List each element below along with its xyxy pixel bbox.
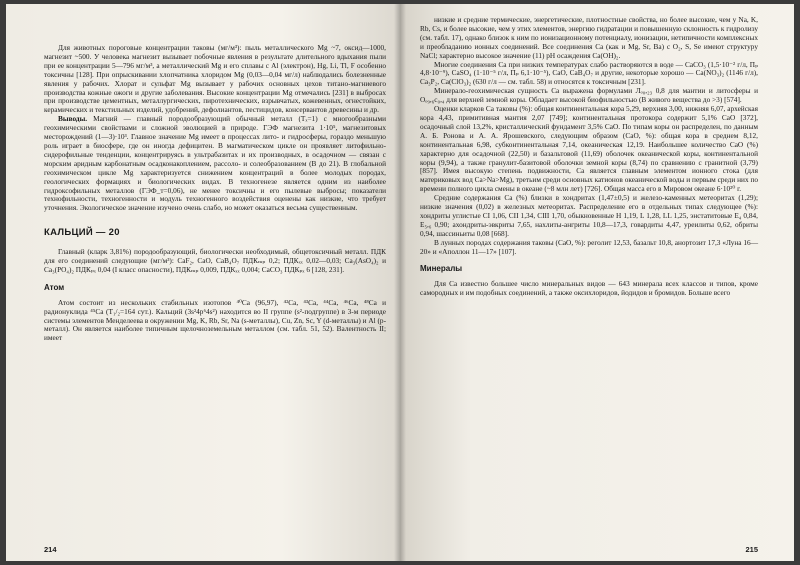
paragraph-solubility: Многие соединения Ca при низких температурах слабо растворяются в воде — CaCO₃ (1,5·10⁻² г/л, Пₚ 4,8·10⁻⁹), CaSO₄ (1·10⁻⁵ г/л, Пₚ 6,1·10⁻⁵), CaO, CaB₄O₇ и другие, некоторые хорошо — Ca(NO₃)₂ (1146 г/л), Ca₃P₂, Ca(ClO₃)₂ (630 г/л — см. табл. 58) и относятся к токсичным [231].: [420, 59, 758, 87]
conclusions-lead: Выводы.: [58, 114, 88, 124]
left-page: [6, 4, 400, 561]
paragraph-conclusions: [44, 115, 386, 213]
right-page: [400, 4, 794, 561]
paragraph-minerals: Для Ca известно большее число минеральных видов — 643 минерала всех классов и типов, кроме самородных и им подобных соединений, а также оксихлоридов, йодидов и бромидов. Больше всего: [420, 279, 758, 298]
page-number-left: 214: [44, 545, 57, 555]
page-number-right: 215: [745, 545, 758, 555]
book-spread: [6, 4, 794, 561]
paragraph-meteorites: Средние содержания Ca (%) близки в хондритах (1,47±0,5) и железо-каменных метеоритах (1,29); низкие значения (0,02) в железных метеоритах. Распределение его в отдельных типах следующее (%): хондриты углистые CI 1,06, CII 1,34, CIII 1,70, обыкновенные H 1,19, L 1,28, LL 1,25, энстатитовые E₄ 0,84, E₅,₆ 0,90; ахондриты-эвкриты 7,65, нахлиты-ангриты 10,8—17,3, говардиты 4,47, уреилиты 0,62, обриты 0,94, шассиньиты 0,08 [668].: [420, 193, 758, 238]
section-title-atom: Атом: [44, 282, 65, 292]
section-title-minerals: Минералы: [420, 264, 463, 274]
chapter-title: КАЛЬЦИЙ — 20: [44, 227, 120, 239]
paragraph-properties: низкие и средние термические, энергетические, плотностные свойства, но более высокие, чем у Na, K, Rb, Cs, и более высокие, чем у этих элементов, энергию гидратации и повышенную склонность к гидролизу (см. табл. 17), однако близок к ним по ионизационному потенциалу, ионизации, нетипичности комплексных и преобладанию ионных соединений. Все соединения Ca (как и Mg, Sr, Ba) с O₂, S, Se имеют структуру NaCl; характерно высокое значение (11) pH осаждения Ca(OH)₂.: [420, 15, 758, 60]
conclusions-text: Магний — главный породообразующий обычный металл (Tₓ=1) с многообразными геохимическими свойствами и сложной эволюцией в природе. ГЭФ магнезита 1·10⁵, магнезитовых месторождений (1—3)·10³. Главное значение Mg имеет в процессах лито- и гидросферы, гораздо меньшую роль играет в биосфере, где он иногда дефицитен. В магматическом цикле он проявляет литофильно-сидерофильные тенденции, концентрируясь в ультрабазитах и их производных, в осадочном — связан с морским аридным карбонатным осадконакоплением, рассоло- и солеобразованием (В до 21). В глобальной геохимическом цикле Mg характеризуется снижением концентраций в более молодых породах, геологических формациях и биологических видах. В техногенезе является одним из наиболее гидроксофильных металлов (ГЭФ_т=0,06), не менее токсичны и его пылевые выбросы; показатели технофильности, техногенности и модуль техногенного воздействия оценены как низкие, что требует уточнения. Экологическое значение изучено очень слабо, но может оказаться весьма существенным.: [44, 114, 386, 213]
paragraph-chapter-intro: Главный (кларк 3,81%) породообразующий, биологически необходимый, общетоксичный металл. ПДК для его соединений следующие (мг/м³): CaF₂, CaO, CaB₄O₇ ПДКₘₚ 0,2; ПДКₓₓ 0,02—0,03; Ca₃(AsO₄)₂ и Ca₃(PO₄)₂ ПДКₚₓ 0,04 (I класс опасности), ПДКₘₚ 0,009, ПДКₓₓ 0,004; CaCO₃ ПДКₚₓ 6 [128, 231].: [44, 247, 386, 274]
paragraph-clarke: Оценки кларков Ca таковы (%): общая континентальная кора 5,29, верхняя 3,00, нижняя 6,07, архейская кора 4,43, примитивная мантия 2,07 [749]; континентальная протокора содержит 5,1% CaO [372], осадочный слой 13,2%, кристаллический фундамент 3,5% CaO. По типам коры он распределен, по данным А. Б. Ронова и А. А. Ярошевского, следующим образом (CaO, %): общая кора в среднем 8,12, континентальная 6,98, субконтинентальная 7,14, океаническая 12,19. Наибольшее количество CaO (%) характерно для осадочной (22,50) и базальтовой (11,69) оболочек океанической коры, континентальной коры (9,94), а также гранулит-базитовой оболочки земной коры (8,74) по сравнению с гранитной (3,79) [857]. Имея высокую степень подвижности, Ca является главным элементом ионного стока (для материковых вод Ca>Na>Mg), третьим среди основных катионов океанической воды и первым среди них по времени полного цикла смены в океане (~8 млн лет) [726]. Общая масса его в Мировом океане 6·10²⁰ г.: [420, 104, 758, 194]
paragraph-toxicity: Для животных пороговые концентрации таковы (мг/м³): пыль металлического Mg ~7, оксид—1000, магнезит ~500. У человека магнезит вызывает побочные явления в результате длительного вдыхания пыли при ее концентрации 5—796 мг/м³, а металлический Mg и его сплавы с Al (электрон), Hg, Li, Tl, F особенно токсичны [128]. При опрыскивании хлопчатника хлоридом Mg (0,03—0,04 мг/л) наблюдались болезненные явления у рабочих. Хлорат и сульфат Mg вызывает у рабочих основных цехов титано-магниевого производства кожные ожоги и другие заболевания. Высокие концентрации Mg отмечались [231] в выбросах при производстве цементных, металлургических, пиротехнических, взрывчатых, кожевенных, огнестойких, керамических и текстильных изделий, удобрений, дефолиантов, пестицидов, консервантов древесины и др.: [44, 43, 386, 115]
book-gutter: [394, 4, 406, 561]
paragraph-essence: Минерало-геохимическая сущность Ca выражена формулами Лₒ₀,₂₃ 0,8 для мантии и литосферы и Оₒ₉,₆с₀,₄ для верхней земной коры. Обладает высокой биофильностью (В живого вещества до >3) [574].: [420, 86, 758, 105]
paragraph-atom: Атом состоит из нескольких стабильных изотопов ⁴⁰Ca (96,97), ⁴²Ca, ⁴³Ca, ⁴⁴Ca, ⁴⁶Ca, ⁴⁸Ca и радионуклида ⁴⁵Ca (T₁/₂=164 сут.). Кальций (3s²4p⁶4s²) находится во II группе (s²-подгруппе) в 3-м периоде системы элементов Менделеева в окружении Mg, K, Rb, Sr, Na (s-металлы), Cu, Zn, Sc, Y (d-металлы) и Al (p-металл). Он является наиболее типичным щелочноземельным металлом (см. табл. 51, 52). Валентность II; имеет: [44, 297, 386, 343]
paragraph-lunar: В лунных породах содержания таковы (CaO, %): реголит 12,53, базальт 10,8, анортозит 17,3 «Луна 16—20» и «Аполлон 11—17» [107].: [420, 237, 758, 256]
